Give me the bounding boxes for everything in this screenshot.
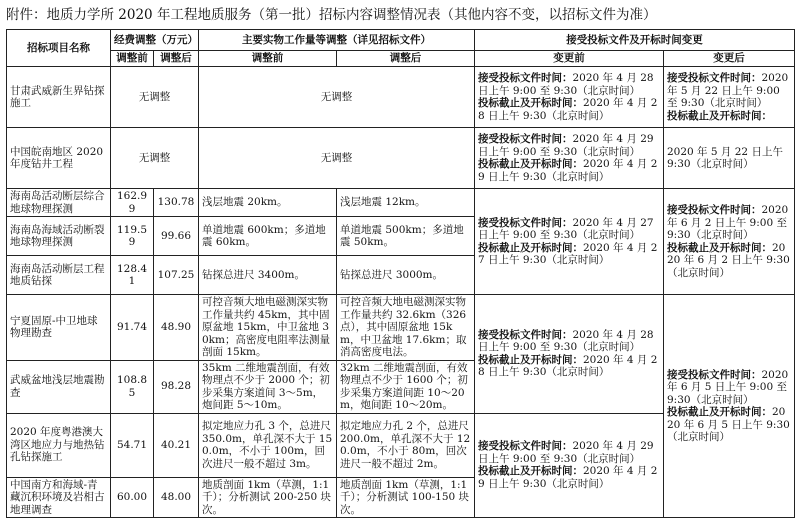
accept-time-value: 2020 年 5 月 22 日上午 9:00 至 9:30（北京时间） <box>667 72 789 109</box>
deadline-time-value: 2020 年 4 月 29 日上午 9:30（北京时间） <box>478 158 658 183</box>
deadline-time-value: 2020 年 6 月 5 日上午 9:30（北京时间） <box>667 406 790 443</box>
deadline-time-value: 2020 年 5 月 22 日上午 9:30（北京时间） <box>667 145 783 170</box>
accept-time-label: 接受投标文件时间： <box>478 133 573 145</box>
header-row-1 <box>7 30 795 51</box>
work-before-cell: 拟定地应力孔 3 个，总进尺 350.0m，单孔深不大于 150.0m，不小于 100m，回次进尺一般不超过 3m。 <box>199 413 337 477</box>
budget-before-cell: 54.71 <box>111 413 154 477</box>
project-name-cell: 宁夏固原-中卫地球物理勘查 <box>7 295 111 361</box>
deadline-time-value: 2020 年 6 月 2 日上午 9:30（北京时间） <box>667 241 790 279</box>
accept-time-value: 2020 年 4 月 27 日上午 9:00 至 9:30（北京时间） <box>478 216 654 241</box>
budget-no-adjust-cell: 无调整 <box>111 128 199 189</box>
work-after-cell: 单道地震 500km；多道地震 50km。 <box>337 217 475 256</box>
deadline-time-label: 投标截止及开标时间： <box>478 97 583 109</box>
table-row <box>7 67 795 128</box>
budget-after-cell: 48.00 <box>154 477 199 518</box>
deadline-time-label: 投标截止及开标时间： <box>478 241 583 254</box>
work-after-cell: 可控音频大地电磁测深实物工作量共约 32.6km（326点），其中固原盆地 15km，中卫盆地 17.6km；取消高密度电法。 <box>337 295 475 361</box>
time-before-cell <box>475 67 664 128</box>
project-name-cell: 海南岛活动断层综合地球物理探测 <box>7 189 111 217</box>
document-caption: 附件：地质力学所 2020 年工程地质服务（第一批）招标内容调整情况表（其他内容不变，以招标文件为准） <box>6 7 657 23</box>
budget-after-cell: 98.28 <box>154 360 199 413</box>
header-change-before: 变更前 <box>475 51 664 67</box>
table-row <box>7 189 795 217</box>
bid-adjustment-table <box>6 29 795 518</box>
work-after-cell: 32km 二维地震剖面，有效物理点不少于 1600 个；初步采集方案道间距 10～20m，炮间距 10～20m。 <box>337 360 475 413</box>
deadline-time-label: 投标截止及开标时间： <box>667 241 772 254</box>
budget-before-cell: 91.74 <box>111 295 154 361</box>
project-name-cell: 武威盆地浅层地震勘查 <box>7 360 111 413</box>
accept-time-value: 2020 年 4 月 29 日上午 9:00 至 9:30（北京时间） <box>478 440 654 465</box>
budget-no-adjust-cell: 无调整 <box>111 67 199 128</box>
budget-before-cell: 119.59 <box>111 217 154 256</box>
deadline-time-label: 投标截止及开标时间： <box>667 109 772 122</box>
accept-time-value: 2020 年 6 月 5 日上午 9:00 至 9:30（北京时间） <box>667 368 789 406</box>
time-after-cell <box>664 295 795 518</box>
deadline-time-value: 2020 年 4 月 29 日上午 9:30（北京时间） <box>478 465 658 490</box>
time-after-cell <box>664 189 795 295</box>
project-name-cell: 甘肃武威新生界钻探施工 <box>7 67 111 128</box>
header-budget-after: 调整后 <box>154 51 199 67</box>
budget-after-cell: 130.78 <box>154 189 199 217</box>
budget-after-cell: 40.21 <box>154 413 199 477</box>
deadline-time-label: 投标截止及开标时间： <box>667 406 772 418</box>
deadline-time-label: 投标截止及开标时间： <box>478 158 583 170</box>
header-row-2 <box>7 51 795 67</box>
work-before-cell: 地质剖面 1km（草测，1:1 千）；分析测试 200-250 块次。 <box>199 477 337 518</box>
deadline-time-value: 2020 年 4 月 28 日上午 9:30（北京时间） <box>478 353 658 379</box>
accept-time-label: 接受投标文件时间： <box>478 216 573 229</box>
project-name-cell: 中国皖南地区 2020 年度钻井工程 <box>7 128 111 189</box>
table-row <box>7 128 795 189</box>
table-row <box>7 295 795 361</box>
header-change-after: 变更后 <box>664 51 795 67</box>
accept-time-label: 接受投标文件时间： <box>478 440 573 453</box>
work-after-cell: 浅层地震 12km。 <box>337 189 475 217</box>
deadline-time-label: 投标截止及开标时间： <box>478 465 583 478</box>
budget-before-cell: 162.99 <box>111 189 154 217</box>
accept-time-value: 2020 年 4 月 29 日上午 9:00 至 9:30（北京时间） <box>478 133 654 158</box>
budget-after-cell: 107.25 <box>154 256 199 295</box>
project-name-cell: 海南岛海域活动断裂地球物理探测 <box>7 217 111 256</box>
project-name-cell: 海南岛活动断层工程地质钻探 <box>7 256 111 295</box>
deadline-time-value: 2020 年 4 月 28 日上午 9:30（北京时间） <box>478 97 658 122</box>
accept-time-value: 2020 年 6 月 2 日上午 9:00 至 9:30（北京时间） <box>667 204 789 241</box>
time-before-cell <box>475 128 664 189</box>
accept-time-label: 接受投标文件时间： <box>667 204 762 216</box>
header-budget: 经费调整（万元） <box>111 30 199 51</box>
workload-no-adjust-cell: 无调整 <box>199 67 475 128</box>
work-after-cell: 地质剖面 1km（草测，1:1 千）；分析测试 100-150 块次。 <box>337 477 475 518</box>
workload-no-adjust-cell: 无调整 <box>199 128 475 189</box>
time-after-cell <box>664 67 795 128</box>
time-before-cell <box>475 189 664 295</box>
accept-time-value: 2020 年 4 月 28 日上午 9:00 至 9:30（北京时间） <box>478 72 654 97</box>
project-name-cell: 中国南方和海域-青藏沉积环境及岩相古地理调查 <box>7 477 111 518</box>
budget-after-cell: 48.90 <box>154 295 199 361</box>
budget-before-cell: 108.85 <box>111 360 154 413</box>
accept-time-label: 接受投标文件时间： <box>667 368 762 381</box>
budget-before-cell: 60.00 <box>111 477 154 518</box>
work-after-cell: 钻探总进尺 3000m。 <box>337 256 475 295</box>
time-before-cell <box>475 413 664 518</box>
work-before-cell: 可控音频大地电磁测深实物工作量共约 45km，其中固原盆地 15km，中卫盆地 30km；高密度电阻率法测量剖面 15km。 <box>199 295 337 361</box>
accept-time-label: 接受投标文件时间： <box>667 72 762 84</box>
work-before-cell: 钻探总进尺 3400m。 <box>199 256 337 295</box>
header-budget-before: 调整前 <box>111 51 154 67</box>
header-work-after: 调整后 <box>337 51 475 67</box>
header-timing: 接受投标文件及开标时间变更 <box>475 30 795 51</box>
work-after-cell: 拟定地应力孔 2 个，总进尺 200.0m，单孔深不大于 120.0m，不小于 80m，回次进尺一般不超过 2m。 <box>337 413 475 477</box>
header-project-name: 招标项目名称 <box>7 30 111 67</box>
accept-time-label: 接受投标文件时间： <box>478 328 573 341</box>
accept-time-label: 接受投标文件时间： <box>478 72 573 84</box>
deadline-time-value: 2020 年 4 月 27 日上午 9:30（北京时间） <box>478 241 658 266</box>
work-before-cell: 浅层地震 20km。 <box>199 189 337 217</box>
header-work-before: 调整前 <box>199 51 337 67</box>
accept-time-value: 2020 年 4 月 28 日上午 9:00 至 9:30（北京时间） <box>478 328 654 354</box>
time-after-cell <box>664 128 795 189</box>
work-before-cell: 单道地震 600km；多道地震 60km。 <box>199 217 337 256</box>
deadline-time-label: 投标截止及开标时间： <box>478 353 583 366</box>
budget-after-cell: 99.66 <box>154 217 199 256</box>
project-name-cell: 2020 年度粤港澳大湾区地应力与地热钻孔钻探施工 <box>7 413 111 477</box>
time-before-cell <box>475 295 664 414</box>
budget-before-cell: 128.41 <box>111 256 154 295</box>
header-workload: 主要实物工作量等调整（详见招标文件） <box>199 30 475 51</box>
work-before-cell: 35km 二维地震剖面，有效物理点不少于 2000 个；初步采集方案道间 3～5m，炮间距 5～10m。 <box>199 360 337 413</box>
